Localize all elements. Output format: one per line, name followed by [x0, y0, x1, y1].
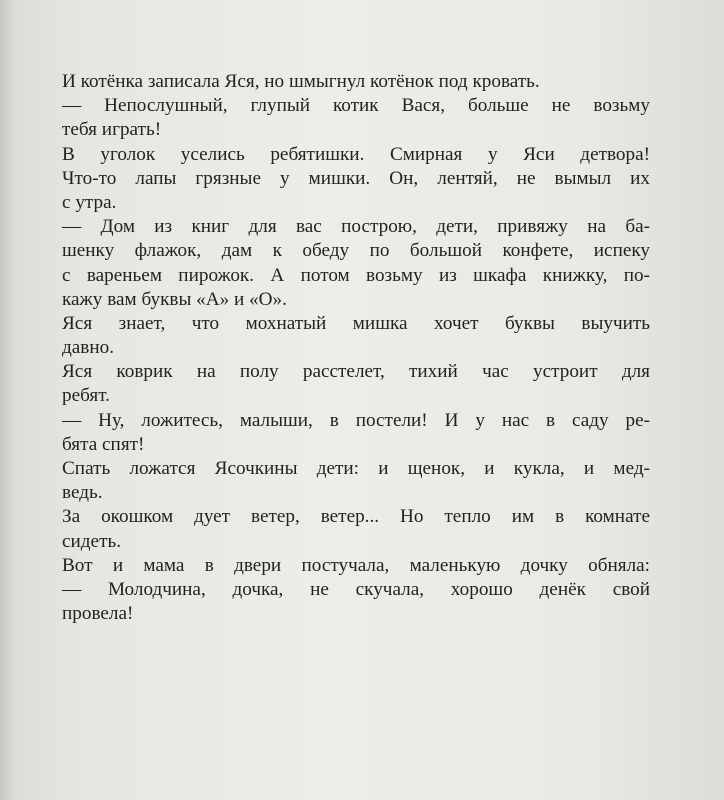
text-line: сидеть.: [62, 530, 121, 552]
text-line: ребят.: [62, 385, 110, 407]
text-line: Вот и мама в двери постучала, маленькую дочку обняла:: [62, 554, 650, 576]
text-line: ведь.: [62, 482, 103, 504]
text-line: бята спят!: [62, 433, 145, 455]
text-line: Спать ложатся Ясочкины дети: и щенок, и кукла, и мед-: [62, 458, 650, 479]
page-fold-shadow: [0, 0, 14, 800]
text-line: — Молодчина, дочка, не скучала, хорошо денёк свой: [62, 578, 650, 600]
text-line: давно.: [62, 337, 114, 359]
text-line: — Ну, ложитесь, малыши, в постели! И у нас в саду ре-: [62, 409, 650, 431]
text-line: — Непослушный, глупый котик Вася, больше не возьму: [62, 95, 650, 117]
text-line: — Дом из книг для вас построю, дети, привяжу на ба-: [62, 216, 650, 238]
text-line: шенку флажок, дам к обеду по большой конфете, испеку: [62, 240, 650, 262]
poem-text: [62, 70, 650, 626]
text-line: Яся знает, что мохнатый мишка хочет буквы выучить: [62, 312, 650, 334]
text-line: провела!: [62, 603, 134, 625]
text-line: с вареньем пирожок. А потом возьму из шкафа книжку, по-: [62, 264, 650, 286]
text-line: тебя играть!: [62, 119, 162, 141]
text-line: с утра.: [62, 191, 117, 213]
text-line: кажу вам буквы «А» и «О».: [62, 288, 287, 310]
text-line: Что-то лапы грязные у мишки. Он, лентяй, не вымыл их: [62, 167, 650, 189]
text-line: И котёнка записала Яся, но шмыгнул котёнок под кровать.: [62, 71, 540, 92]
text-line: За окошком дует ветер, ветер... Но тепло им в комнате: [62, 506, 650, 528]
text-line: Яся коврик на полу расстелет, тихий час устроит для: [62, 361, 650, 383]
text-line: В уголок уселись ребятишки. Смирная у Яси детвора!: [62, 143, 650, 165]
